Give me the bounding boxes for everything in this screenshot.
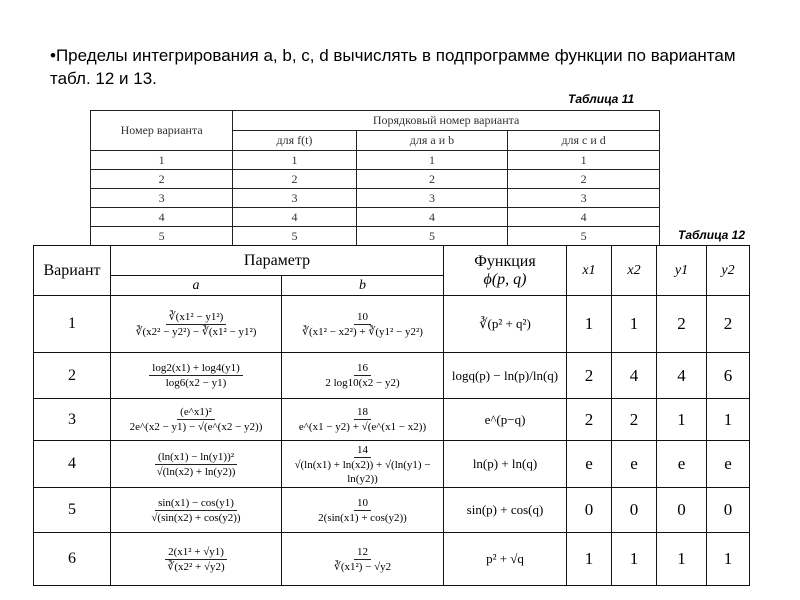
fraction	[325, 361, 399, 390]
header-x2: x2	[612, 246, 657, 296]
header-y1: y1	[657, 246, 707, 296]
numerator: 16	[354, 361, 371, 376]
table-row	[34, 353, 750, 399]
bullet-text: •Пределы интегрирования a, b, c, d вычислять в подпрограмме функции по вариантам табл. 12 и 13.	[50, 46, 736, 88]
y1-cell: 4	[657, 353, 707, 399]
denominator: 2 log10(x2 − y2)	[325, 377, 400, 389]
y1-cell: 1	[657, 399, 707, 441]
denominator: 2(sin(x1) + cos(y2))	[318, 511, 407, 524]
param-a-cell	[111, 533, 282, 586]
header-x1: x1	[567, 246, 612, 296]
variant-cell: 3	[34, 399, 111, 441]
table-row	[34, 441, 750, 488]
table-cell: 4	[91, 208, 233, 227]
denominator: √(ln(x1) + ln(x2)) + √(ln(y1) − ln(y2))	[294, 458, 431, 485]
table12-caption: Таблица 12	[678, 228, 746, 242]
variant-cell: 2	[34, 353, 111, 399]
fraction	[155, 450, 237, 479]
numerator: ∛(x1² − y1²)	[166, 310, 227, 325]
table-12	[33, 245, 750, 586]
table-cell: 2	[356, 170, 508, 189]
numerator: 12	[354, 545, 371, 560]
fraction	[149, 361, 242, 390]
denominator: ∛(x2² − y2²) − ∛(x1² − y1²)	[135, 325, 257, 338]
param-a-cell	[111, 441, 282, 488]
header-a: a	[111, 276, 282, 296]
table-cell: 5	[91, 227, 233, 246]
param-b-cell	[282, 533, 444, 586]
numerator: 10	[354, 310, 371, 325]
numerator: (ln(x1) − ln(y1))²	[155, 450, 237, 465]
numerator: 14	[354, 443, 371, 458]
table-row	[91, 189, 660, 208]
param-a-cell	[111, 353, 282, 399]
fraction	[284, 443, 441, 486]
y2-cell: 6	[707, 353, 750, 399]
fraction	[130, 405, 263, 434]
sub-ft: для f(t)	[233, 131, 356, 151]
header-y2: y2	[707, 246, 750, 296]
x1-cell: 2	[567, 399, 612, 441]
denominator: e^(x1 − y2) + √(e^(x1 − x2))	[298, 421, 427, 433]
x1-cell: 2	[567, 353, 612, 399]
table-cell: 2	[91, 170, 233, 189]
table-cell: 5	[233, 227, 356, 246]
function-cell: p² + √q	[444, 533, 567, 586]
function-cell: ln(p) + ln(q)	[444, 441, 567, 488]
table-cell: 2	[233, 170, 356, 189]
denominator: ∛(x1²) − √y2	[333, 560, 392, 573]
table11-caption: Таблица 11	[568, 92, 635, 106]
numerator: 18	[354, 405, 371, 420]
header-func: Функция	[474, 252, 536, 270]
table-cell: 1	[508, 151, 660, 170]
variant-cell: 4	[34, 441, 111, 488]
param-a-cell	[111, 488, 282, 533]
sub-cd: для c и d	[508, 131, 660, 151]
function-cell: logq(p) − ln(p)/ln(q)	[444, 353, 567, 399]
table-cell: 4	[233, 208, 356, 227]
variant-cell: 5	[34, 488, 111, 533]
header-variant: Вариант	[34, 246, 111, 296]
table-row	[91, 170, 660, 189]
fraction	[299, 405, 426, 434]
table-row	[34, 399, 750, 441]
function-cell: e^(p−q)	[444, 399, 567, 441]
table-11	[90, 110, 660, 246]
table-cell: 3	[508, 189, 660, 208]
header-ordinal: Порядковый номер варианта	[233, 111, 660, 131]
table-cell: 3	[356, 189, 508, 208]
y2-cell: 2	[707, 296, 750, 353]
table-cell: 3	[91, 189, 233, 208]
table-row	[91, 227, 660, 246]
table-cell: 2	[508, 170, 660, 189]
param-b-cell	[282, 353, 444, 399]
fraction	[334, 545, 391, 574]
fraction	[136, 310, 257, 339]
table-row	[34, 488, 750, 533]
header-func-sig: ϕ(p, q)	[483, 270, 527, 288]
x1-cell: 1	[567, 533, 612, 586]
y1-cell: e	[657, 441, 707, 488]
denominator: √(ln(x2) + ln(y2))	[156, 465, 236, 478]
x1-cell: e	[567, 441, 612, 488]
numerator: sin(x1) − cos(y1)	[155, 496, 237, 511]
function-cell: ∛(p² + q²)	[444, 296, 567, 353]
param-b-cell	[282, 441, 444, 488]
table-cell: 1	[233, 151, 356, 170]
table-cell: 1	[356, 151, 508, 170]
y1-cell: 2	[657, 296, 707, 353]
numerator: log2(x1) + log4(y1)	[149, 361, 242, 376]
table-cell: 4	[356, 208, 508, 227]
table-row	[34, 533, 750, 586]
numerator: 10	[354, 496, 371, 511]
param-b-cell	[282, 399, 444, 441]
fraction	[165, 545, 227, 574]
y2-cell: e	[707, 441, 750, 488]
param-b-cell	[282, 488, 444, 533]
variant-cell: 6	[34, 533, 111, 586]
param-b-cell	[282, 296, 444, 353]
numerator: 2(x1² + √y1)	[165, 545, 227, 560]
table-cell: 3	[233, 189, 356, 208]
sub-ab: для a и b	[356, 131, 508, 151]
header-variant-number: Номер варианта	[91, 111, 233, 151]
table-row	[91, 208, 660, 227]
table-cell: 1	[91, 151, 233, 170]
fraction	[151, 496, 240, 525]
x2-cell: 0	[612, 488, 657, 533]
x2-cell: 1	[612, 296, 657, 353]
function-cell: sin(p) + cos(q)	[444, 488, 567, 533]
variant-cell: 1	[34, 296, 111, 353]
table-row	[34, 296, 750, 353]
y2-cell: 1	[707, 533, 750, 586]
denominator: √(sin(x2) + cos(y2))	[151, 511, 241, 524]
table-row	[91, 151, 660, 170]
denominator: ∛(x1² − x2²) + ∛(y1² − y2²)	[302, 325, 423, 338]
fraction	[302, 310, 423, 339]
y1-cell: 0	[657, 488, 707, 533]
x2-cell: 1	[612, 533, 657, 586]
y1-cell: 1	[657, 533, 707, 586]
x2-cell: 2	[612, 399, 657, 441]
x2-cell: 4	[612, 353, 657, 399]
denominator: ∛(x2² + √y2)	[167, 560, 225, 573]
header-b: b	[282, 276, 444, 296]
param-a-cell	[111, 296, 282, 353]
table-cell: 5	[356, 227, 508, 246]
numerator: (e^x1)²	[177, 405, 215, 420]
param-a-cell	[111, 399, 282, 441]
denominator: 2e^(x2 − y1) − √(e^(x2 − y2))	[129, 421, 263, 433]
x1-cell: 0	[567, 488, 612, 533]
header-param: Параметр	[111, 246, 444, 276]
table-cell: 4	[508, 208, 660, 227]
x2-cell: e	[612, 441, 657, 488]
y2-cell: 1	[707, 399, 750, 441]
denominator: log6(x2 − y1)	[165, 377, 227, 389]
y2-cell: 0	[707, 488, 750, 533]
table-cell: 5	[508, 227, 660, 246]
fraction	[318, 496, 407, 525]
x1-cell: 1	[567, 296, 612, 353]
